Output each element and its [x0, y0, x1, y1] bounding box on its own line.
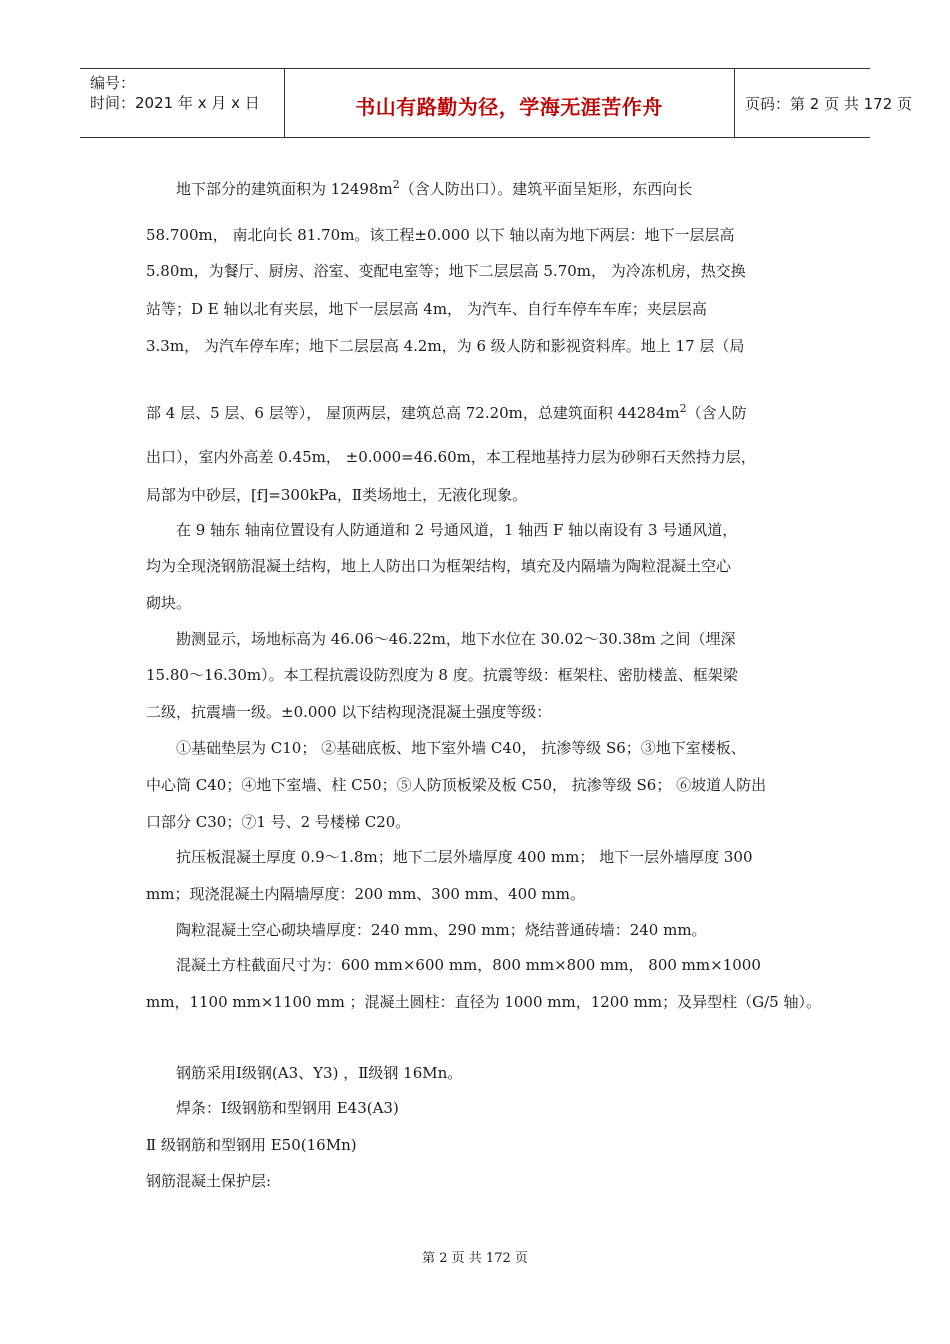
- body-line: 15.80～16.30m）。本工程抗震设防烈度为 8 度。抗震等级：框架柱、密肋楼盖、框架梁: [146, 666, 738, 684]
- body-line: Ⅱ 级钢筋和型钢用 E50(16Mn): [146, 1136, 357, 1154]
- body-line: 中心筒 C40；④地下室墙、柱 C50；⑤人防顶板梁及板 C50， 抗渗等级 S6； ⑥坡道人防出: [146, 776, 767, 794]
- body-line: 焊条：Ⅰ级钢筋和型钢用 E43(A3): [176, 1099, 399, 1117]
- document-header: [80, 68, 913, 138]
- body-line: [146, 404, 747, 424]
- body-line: 局部为中砂层，[f]=300kPa，Ⅱ类场地土，无液化现象。: [146, 486, 528, 504]
- line-text: （含人防出口）。建筑平面呈矩形，东西向长: [399, 180, 693, 198]
- body-line: 钢筋混凝土保护层:: [146, 1172, 272, 1190]
- body-line: mm；现浇混凝土内隔墙厚度：200 mm、300 mm、400 mm。: [146, 885, 585, 903]
- body-line: [176, 180, 692, 200]
- header-motto-cell: [284, 69, 735, 137]
- body-line: 勘测显示，场地标高为 46.06～46.22m，地下水位在 30.02～30.38m 之间（埋深: [176, 630, 736, 648]
- line-text: 部 4 层、5 层、6 层等）， 屋顶两层，建筑总高 72.20m，总建筑面积 44284m: [146, 404, 680, 422]
- superscript: 2: [392, 178, 400, 191]
- number-label: 编号：: [90, 74, 136, 92]
- body-line: 口部分 C30；⑦1 号、2 号楼梯 C20。: [146, 813, 411, 831]
- body-line: 均为全现浇钢筋混凝土结构，地上人防出口为框架结构，填充及内隔墙为陶粒混凝土空心: [146, 557, 732, 575]
- line-text: （含人防: [686, 404, 747, 422]
- page-footer: 第 2 页 共 172 页: [422, 1251, 528, 1266]
- body-line: ①基础垫层为 C10； ②基础底板、地下室外墙 C40， 抗渗等级 S6；③地下室楼板、: [176, 739, 746, 757]
- superscript: 2: [679, 402, 687, 415]
- body-line: 陶粒混凝土空心砌块墙厚度：240 mm、290 mm；烧结普通砖墙：240 mm。: [176, 921, 707, 939]
- body-line: 5.80m，为餐厅、厨房、浴室、变配电室等；地下二层层高 5.70m， 为冷冻机房，热交换: [146, 262, 746, 280]
- body-line: 在 9 轴东 轴南位置设有人防通道和 2 号通风道，1 轴西 F 轴以南设有 3 号通风道，: [176, 521, 738, 539]
- body-line: 钢筋采用Ⅰ级钢(A3、Y3) ，Ⅱ级钢 16Mn。: [176, 1064, 463, 1082]
- body-line: 58.700m， 南北向长 81.70m。该工程±0.000 以下 轴以南为地下两层：地下一层层高: [146, 226, 735, 244]
- body-line: 出口），室内外高差 0.45m， ±0.000=46.60m，本工程地基持力层为砂卵石天然持力层，: [146, 448, 756, 466]
- body-line: 3.3m， 为汽车停车库；地下二层层高 4.2m，为 6 级人防和影视资料库。地上 17 层（局: [146, 337, 745, 355]
- body-line: 站等；D E 轴以北有夹层，地下一层层高 4m， 为汽车、自行车停车车库；夹层层高: [146, 300, 707, 318]
- line-text: 地下部分的建筑面积为 12498m: [176, 180, 393, 198]
- body-line: 砌块。: [146, 594, 192, 612]
- body-line: mm，1100 mm×1100 mm ；混凝土圆柱：直径为 1000 mm，1200 mm；及异型柱（G/5 轴）。: [146, 993, 821, 1011]
- body-line: 抗压板混凝土厚度 0.9～1.8m；地下二层外墙厚度 400 mm； 地下一层外墙厚度 300: [176, 848, 753, 866]
- header-page-cell: [735, 69, 913, 137]
- header-meta-cell: [80, 69, 285, 137]
- header-page-info: 页码：第 2 页 共 172 页: [745, 95, 913, 113]
- body-line: 混凝土方柱截面尺寸为：600 mm×600 mm，800 mm×800 mm， 800 mm×1000: [176, 956, 761, 974]
- date-line: 时间：2021 年 x 月 x 日: [90, 94, 260, 112]
- motto-text: 书山有路勤为径，学海无涯苦作舟: [355, 95, 663, 119]
- body-line: 二级，抗震墙一级。±0.000 以下结构现浇混凝土强度等级：: [146, 703, 552, 721]
